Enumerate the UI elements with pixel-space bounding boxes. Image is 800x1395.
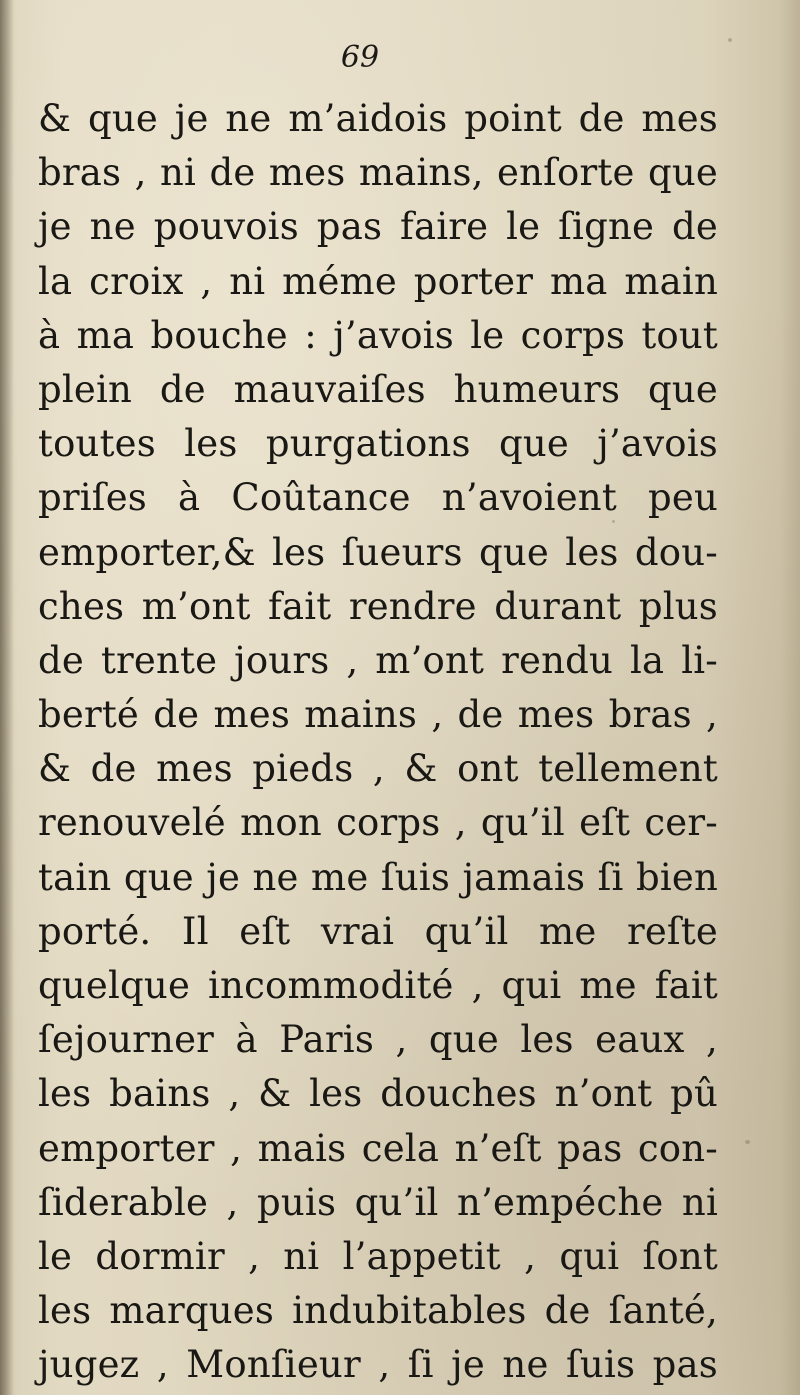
text-line: de trente jours , m’ont rendu la li- — [38, 638, 718, 682]
text-line: emporter , mais cela n’eſt pas con- — [38, 1126, 718, 1170]
text-line: ſiderable , puis qu’il n’empéche ni — [38, 1180, 718, 1224]
text-line: & de mes pieds , & ont tellement — [38, 747, 718, 791]
text-line: toutes les purgations que j’avois — [38, 422, 718, 466]
text-line: le dormir , ni l’appetit , qui ſont — [38, 1234, 718, 1278]
text-line: tain que je ne me ſuis jamais ſi bien — [38, 855, 718, 899]
text-line: bras , ni de mes mains, enſorte que — [38, 151, 718, 195]
text-line: porté. Il eſt vrai qu’il me reſte — [38, 909, 718, 953]
text-line: ches m’ont fait rendre durant plus — [38, 584, 718, 628]
text-line: jugez , Monſieur , ſi je ne ſuis pas — [38, 1343, 718, 1387]
text-line: les bains , & les douches n’ont pû — [38, 1072, 718, 1116]
binding-shadow — [0, 0, 14, 1395]
text-line: priſes à Coûtance n’avoient peu — [38, 476, 718, 520]
text-line: renouvelé mon corps , qu’il eſt cer- — [38, 801, 718, 845]
text-line: berté de mes mains , de mes bras , — [38, 693, 718, 737]
body-text — [38, 92, 718, 1393]
text-line: & que je ne m’aidois point de mes — [38, 97, 718, 140]
text-line: ſejourner à Paris , que les eaux , — [38, 1018, 718, 1062]
text-line: je ne pouvois pas faire le ſigne de — [38, 205, 718, 249]
paper-speck — [728, 38, 732, 42]
text-line: les marques indubitables de ſanté, — [38, 1289, 718, 1333]
text-line: plein de mauvaiſes humeurs que — [38, 367, 718, 411]
text-line: emporter,& les ſueurs que les dou- — [38, 530, 718, 574]
text-line: quelque incommodité , qui me fait — [38, 964, 718, 1007]
paper-speck — [300, 1360, 303, 1363]
text-line: à ma bouche : j’avois le corps tout — [38, 313, 718, 357]
paper-speck — [612, 520, 615, 523]
text-line: la croix , ni méme porter ma main — [38, 259, 718, 303]
page-number: 69 — [340, 40, 380, 75]
paper-speck — [745, 1140, 750, 1144]
